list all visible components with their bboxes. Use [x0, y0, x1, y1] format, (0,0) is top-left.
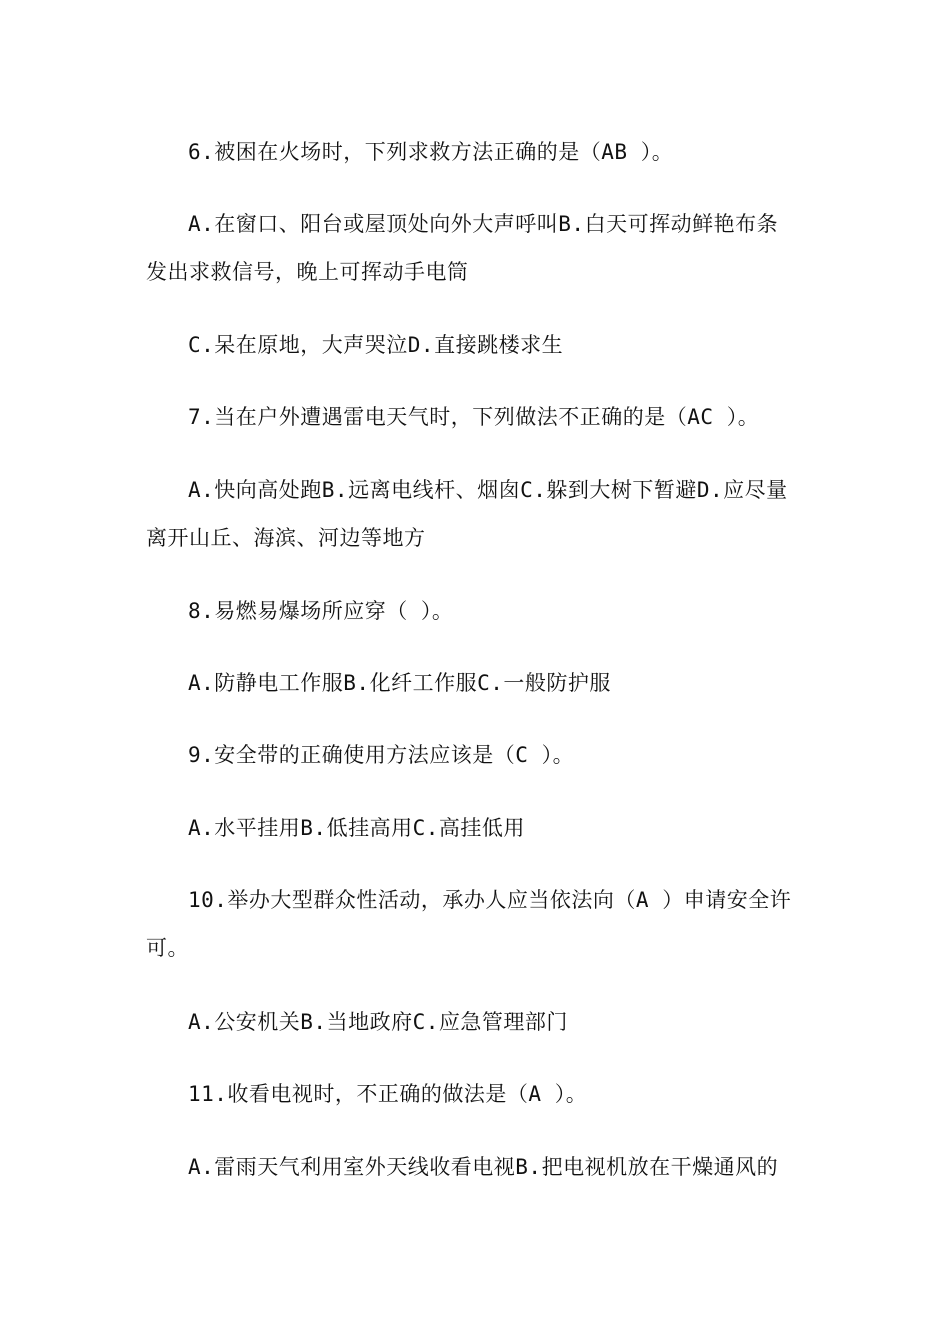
question-10-line-1: 10.举办大型群众性活动，承办人应当依法向（A ）申请安全许: [188, 888, 792, 912]
question-6-options-line-3: C.呆在原地，大声哭泣D.直接跳楼求生: [188, 333, 564, 357]
question-9-options: A.水平挂用B.低挂高用C.高挂低用: [188, 816, 525, 840]
question-7-options-line-1: A.快向高处跑B.远离电线杆、烟囱C.躲到大树下暂避D.应尽量: [188, 478, 788, 502]
question-7: 7.当在户外遭遇雷电天气时，下列做法不正确的是（AC ）。: [188, 405, 760, 429]
question-11: 11.收看电视时，不正确的做法是（A ）。: [188, 1082, 588, 1106]
question-6-options-line-1: A.在窗口、阳台或屋顶处向外大声呼叫B.白天可挥动鲜艳布条: [188, 212, 779, 236]
question-11-options-line-1: A.雷雨天气利用室外天线收看电视B.把电视机放在干燥通风的: [188, 1155, 779, 1179]
question-8: 8.易燃易爆场所应穿（ ）。: [188, 599, 454, 623]
question-10-line-2: 可。: [146, 936, 189, 960]
question-9: 9.安全带的正确使用方法应该是（C ）。: [188, 743, 575, 767]
question-6-options-line-2: 发出求救信号，晚上可挥动手电筒: [146, 260, 469, 284]
question-8-options: A.防静电工作服B.化纤工作服C.一般防护服: [188, 671, 611, 695]
question-10-options: A.公安机关B.当地政府C.应急管理部门: [188, 1010, 568, 1034]
question-7-options-line-2: 离开山丘、海滨、河边等地方: [146, 526, 426, 550]
question-6: 6.被困在火场时，下列求救方法正确的是（AB ）。: [188, 140, 674, 164]
